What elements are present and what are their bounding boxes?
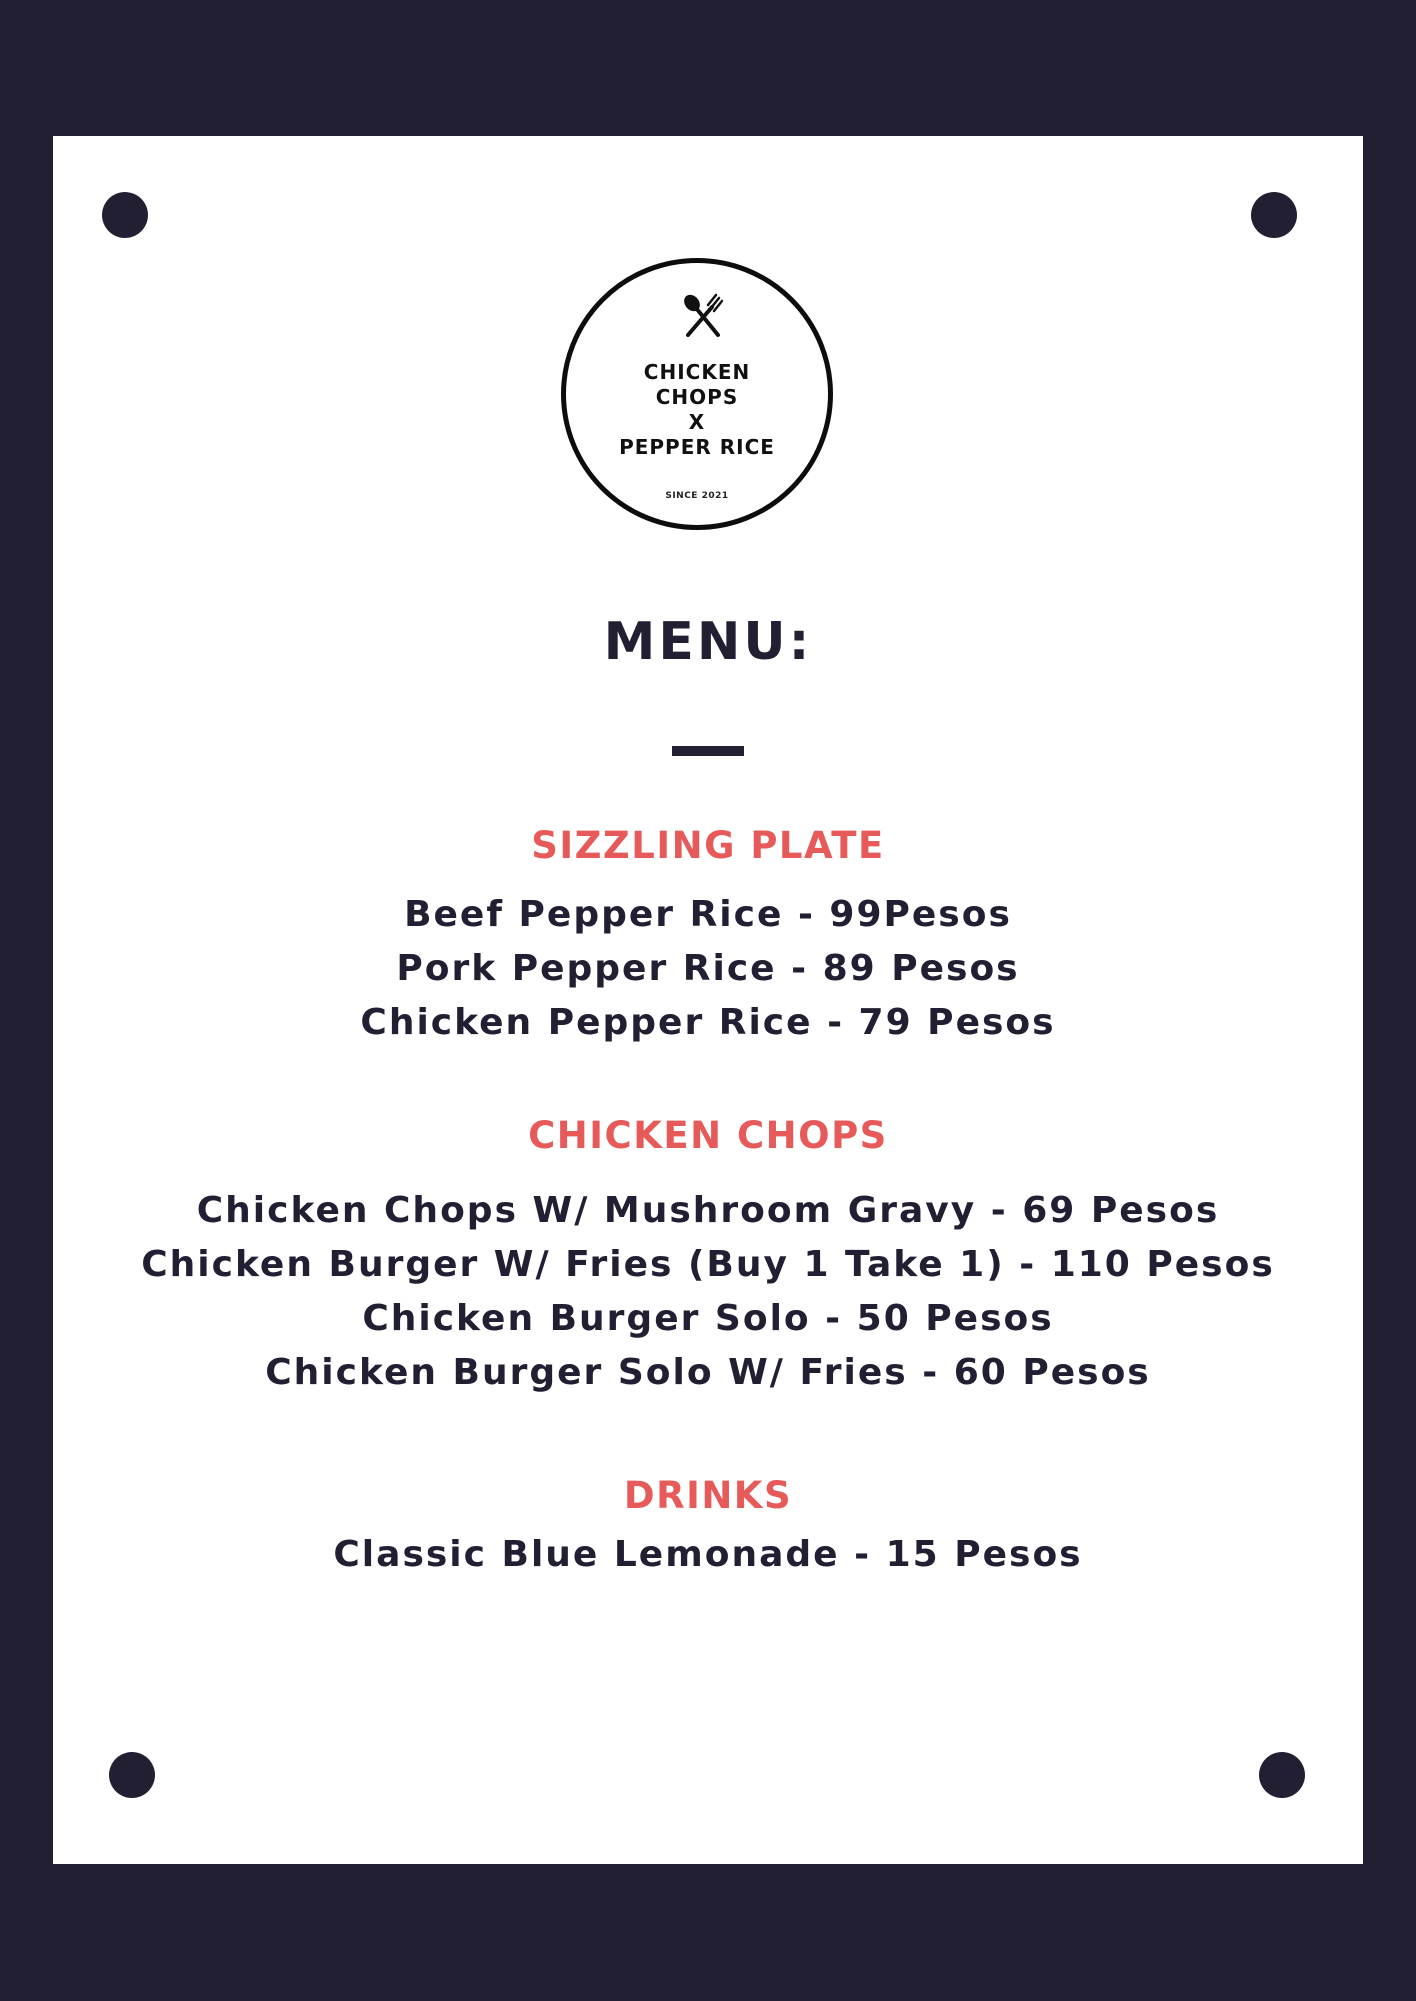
menu-item: Classic Blue Lemonade - 15 Pesos xyxy=(333,1534,1083,1575)
menu-item: Chicken Chops W/ Mushroom Gravy - 69 Pesos xyxy=(196,1190,1220,1231)
logo-name-line: PEPPER RICE xyxy=(619,435,775,459)
corner-dot-top-left xyxy=(102,192,148,238)
menu-item: Beef Pepper Rice - 99Pesos xyxy=(404,894,1012,935)
logo-name-line: CHICKEN xyxy=(643,360,751,384)
corner-dot-bottom-right xyxy=(1259,1752,1305,1798)
section-title-chicken-chops: CHICKEN CHOPS xyxy=(528,1114,888,1157)
corner-dot-top-right xyxy=(1251,192,1297,238)
menu-item: Pork Pepper Rice - 89 Pesos xyxy=(396,948,1020,989)
section-items-chicken-chops xyxy=(53,1184,1363,1400)
title-divider xyxy=(672,746,744,756)
section-title-sizzling-plate: SIZZLING PLATE xyxy=(531,824,885,867)
logo-name-line: X xyxy=(688,410,706,434)
menu-card xyxy=(53,136,1363,1864)
logo-name xyxy=(566,360,828,460)
spoon-fork-icon xyxy=(682,293,724,339)
restaurant-logo xyxy=(561,258,833,530)
section-items-sizzling-plate xyxy=(53,888,1363,1050)
menu-item: Chicken Burger W/ Fries (Buy 1 Take 1) - 110 Pesos xyxy=(141,1244,1275,1285)
section-title-drinks: DRINKS xyxy=(623,1474,793,1517)
corner-dot-bottom-left xyxy=(109,1752,155,1798)
logo-since: SINCE 2021 xyxy=(665,491,729,501)
menu-item: Chicken Pepper Rice - 79 Pesos xyxy=(360,1002,1056,1043)
menu-title: MENU: xyxy=(603,612,813,672)
section-items-drinks xyxy=(53,1528,1363,1582)
menu-item: Chicken Burger Solo W/ Fries - 60 Pesos xyxy=(265,1352,1151,1393)
menu-item: Chicken Burger Solo - 50 Pesos xyxy=(362,1298,1054,1339)
logo-name-line: CHOPS xyxy=(655,385,739,409)
